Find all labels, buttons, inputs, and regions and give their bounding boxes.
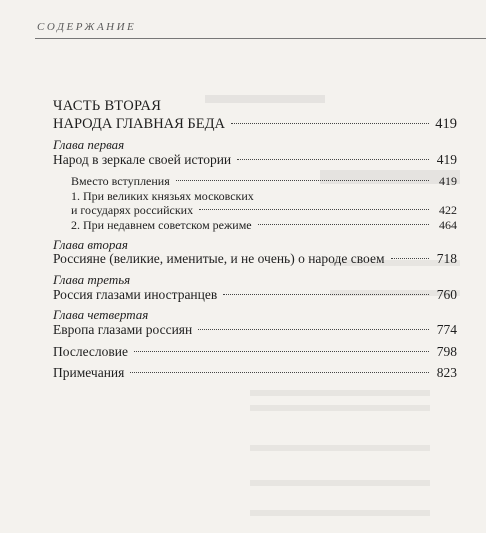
subentry-title: 2. При недавнем советском режиме [71, 218, 252, 232]
part-label: ЧАСТЬ ВТОРАЯ [53, 98, 162, 114]
toc-entry-afterword [53, 344, 457, 360]
running-head: СОДЕРЖАНИЕ [37, 21, 137, 33]
chapter-title: Россияне (великие, именитые, и не очень) о народе своем [53, 251, 385, 266]
afterword-title: Послесловие [53, 344, 128, 359]
dot-leader [237, 159, 429, 160]
toc-entry-chapter-4 [53, 322, 457, 338]
page-number: 774 [436, 322, 457, 337]
page-number: 419 [435, 116, 457, 132]
toc-entry-chapter-1 [53, 152, 457, 168]
page-number: 422 [439, 203, 457, 217]
toc-subentry-intro [71, 174, 457, 189]
toc-entry-chapter-2 [53, 251, 457, 267]
page-number: 419 [436, 152, 457, 167]
page-number: 760 [436, 287, 457, 302]
chapter-title: Европа глазами россиян [53, 322, 193, 337]
dot-leader [223, 294, 429, 295]
subentry-title: Вместо вступления [71, 174, 170, 188]
page-number: 419 [439, 174, 457, 188]
dot-leader [231, 123, 429, 124]
dot-leader [258, 224, 429, 225]
toc-subentry-1 [71, 203, 457, 218]
chapter-3-label: Глава третья [53, 272, 131, 287]
page-number: 823 [436, 365, 457, 380]
subentry-1-line1: 1. При великих князьях московских [71, 189, 254, 203]
dot-leader [198, 329, 429, 330]
page-number: 464 [439, 218, 457, 232]
toc-entry-part [53, 116, 457, 132]
toc-subentry-2 [71, 218, 457, 233]
chapter-4-label: Глава четвертая [53, 307, 149, 322]
subentry-title: и государях российских [71, 203, 194, 217]
notes-title: Примечания [53, 365, 125, 380]
chapter-2-label: Глава вторая [53, 237, 128, 252]
toc-entry-notes [53, 365, 457, 381]
chapter-title: Россия глазами иностранцев [53, 287, 218, 302]
header-rule [35, 38, 486, 39]
dot-leader [130, 372, 429, 373]
chapter-1-label: Глава первая [53, 137, 125, 152]
part-title: НАРОДА ГЛАВНАЯ БЕДА [53, 116, 225, 132]
toc-entry-chapter-3 [53, 287, 457, 303]
dot-leader [134, 351, 429, 352]
dot-leader [176, 180, 429, 181]
chapter-title: Народ в зеркале своей истории [53, 152, 232, 167]
dot-leader [199, 209, 429, 210]
page-number: 718 [436, 251, 457, 266]
dot-leader [391, 258, 430, 259]
page-number: 798 [436, 344, 457, 359]
